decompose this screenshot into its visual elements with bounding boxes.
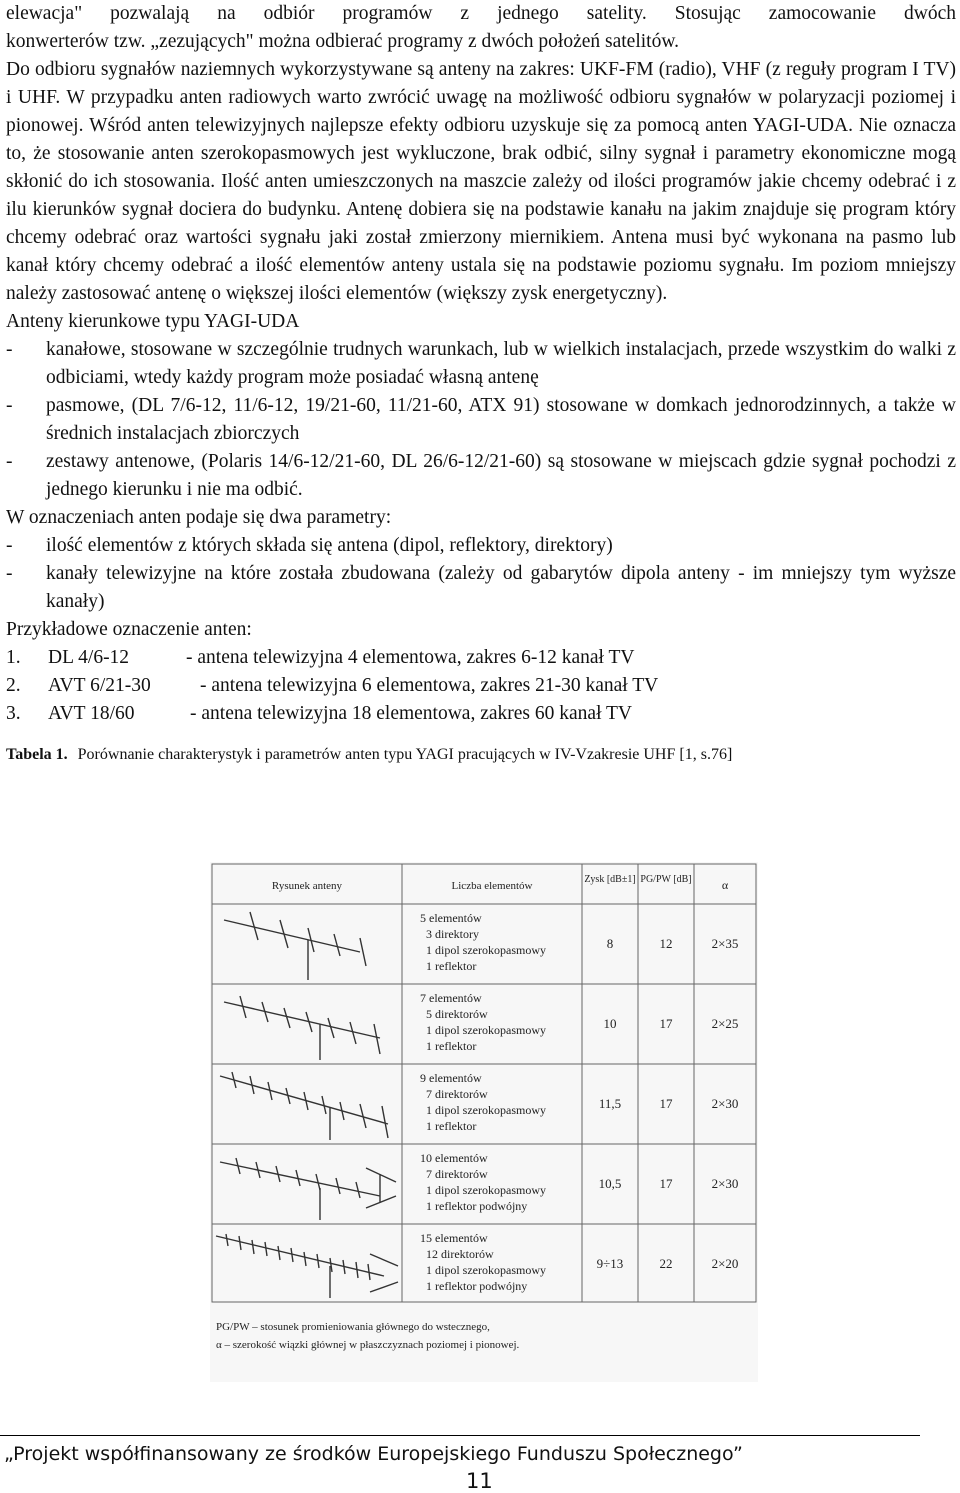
row2-elements-line: 1 reflektor (426, 1039, 477, 1053)
list-dash: - (6, 451, 13, 472)
row3-elements-line: 1 dipol szerokopasmowy (426, 1103, 546, 1117)
row1-alpha: 2×35 (711, 936, 739, 951)
row3-elements-line: 1 reflektor (426, 1119, 477, 1133)
row5-elements-line: 1 dipol szerokopasmowy (426, 1263, 546, 1277)
yagi-heading: Anteny kierunkowe typu YAGI-UDA (6, 311, 300, 332)
list-item (6, 448, 956, 504)
example-number: 3. (6, 703, 21, 724)
row4-gain: 10,5 (598, 1176, 622, 1191)
row5-gain: 9÷13 (596, 1256, 624, 1271)
example-code: AVT 6/21-30 (48, 675, 151, 696)
row4-elements-line: 1 dipol szerokopasmowy (426, 1183, 546, 1197)
document-page (6, 0, 956, 766)
row1-elements-line: 3 direktory (426, 927, 479, 941)
row3-gain: 11,5 (598, 1096, 622, 1111)
page-number: 11 (466, 1469, 493, 1493)
list-dash: - (6, 395, 13, 416)
header-alpha: α (721, 878, 729, 892)
example-desc: - antena telewizyjna 18 elementowa, zakres 60 kanał TV (190, 703, 632, 724)
list-item (6, 336, 956, 392)
row1-elements-line: 1 reflektor (426, 959, 477, 973)
example-desc: - antena telewizyjna 6 elementowa, zakres 21-30 kanał TV (200, 675, 659, 696)
row4-alpha: 2×30 (711, 1176, 739, 1191)
list-item-text: pasmowe, (DL 7/6-12, 11/6-12, 19/21-60, 11/21-60, ATX 91) stosowane w domkach jednorodzinnych, a także w średnich instalacjach zbiorczych (46, 395, 956, 444)
row4-pgpw: 17 (659, 1176, 673, 1191)
row3-pgpw: 17 (659, 1096, 673, 1111)
list-item-text: kanały telewizyjne na które została zbudowana (zależy od gabarytów dipola anteny - im mniejszy tym wyższe kanały) (46, 563, 956, 612)
header-pgpw: PG/PW [dB] (640, 874, 692, 885)
header-elements: Liczba elementów (451, 880, 533, 892)
yagi-types-list (6, 336, 956, 504)
row1-elements-line: 5 elementów (420, 911, 482, 925)
list-item (6, 560, 956, 616)
footer-rule (0, 1435, 920, 1436)
row2-pgpw: 17 (659, 1016, 673, 1031)
list-dash: - (6, 339, 13, 360)
row5-elements-line: 15 elementów (420, 1231, 488, 1245)
row4-elements-line: 7 direktorów (426, 1167, 488, 1181)
table-background (210, 862, 758, 1382)
list-item-text: ilość elementów z których składa się antena (dipol, reflektory, direktory) (46, 535, 613, 556)
row2-gain: 10 (603, 1016, 617, 1031)
antenna-comparison-table (210, 862, 758, 1382)
list-item (6, 392, 956, 448)
list-dash: - (6, 535, 13, 556)
row1-gain: 8 (606, 936, 614, 951)
paragraph-continued (6, 0, 956, 56)
text-line: elewacja" pozwalają na odbiór programów z jednego satelity. Stosując zamocowanie dwóch (6, 3, 956, 24)
list-item-text: kanałowe, stosowane w szczególnie trudnych warunkach, lub w wielkich instalacjach, przede wszystkim do walki z odbiciami, wtedy każdy program może posiadać własną antenę (46, 339, 956, 388)
footer-text: „Projekt współfinansowany ze środków Europejskiego Funduszu Społecznego” (4, 1443, 743, 1465)
example-item (6, 700, 956, 728)
params-list (6, 532, 956, 616)
row3-alpha: 2×30 (711, 1096, 739, 1111)
header-gain: Zysk [dB±1] (584, 874, 636, 885)
list-item (6, 532, 956, 560)
example-number: 1. (6, 647, 21, 668)
paragraph-antennas: Do odbioru sygnałów naziemnych wykorzystywane są anteny na zakres: UKF-FM (radio), VHF (z reguły program I TV) i UHF. W przypadku anten radiowych warto zwrócić uwagę na możliwość odbioru sygnałów w polaryzacji poziomej i pionowej. Wśród anten telewizyjnych najlepsze efekty odbioru uzyskuje się za pomocą anten YAGI-UDA. Nie oznacza to, że stosowanie anten szerokopasmowych jest wykluczone, brak odbić, silny sygnał i parametry ekonomiczne mogą skłonić do ich stosowania. Ilość anten umieszczonych na maszcie zależy od ilości programów jakie chcemy odebrać i z ilu kierunków sygnał dociera do budynku. Antenę dobiera się na podstawie kanału na jakim znajduje się program który chcemy odebrać oraz wartości sygnału jaki został zmierzony miernikiem. Antena musi być wykonana na pasmo lub kanał który chcemy odebrać a ilość elementów anteny ustala się na podstawie poziomu sygnału. Im poziom mniejszy należy zastosować antenę o większej ilości elementów (większy zysk energetyczny). (6, 59, 956, 304)
row3-elements-line: 9 elementów (420, 1071, 482, 1085)
row5-pgpw: 22 (659, 1256, 673, 1271)
examples-heading: Przykładowe oznaczenie anten: (6, 619, 252, 640)
example-code: DL 4/6-12 (48, 647, 130, 668)
example-code: AVT 18/60 (48, 703, 135, 724)
example-item (6, 644, 956, 672)
text-line: konwerterów tzw. „zezujących" można odbierać programy z dwóch położeń satelitów. (6, 31, 680, 52)
row4-elements-line: 1 reflektor podwójny (426, 1199, 528, 1213)
examples-list (6, 644, 956, 728)
list-dash: - (6, 563, 13, 584)
table-note: α – szerokość wiązki głównej w płaszczyznach poziomej i pionowej. (216, 1339, 520, 1351)
example-desc: - antena telewizyjna 4 elementowa, zakres 6-12 kanał TV (186, 647, 635, 668)
row2-elements-line: 5 direktorów (426, 1007, 488, 1021)
header-drawing: Rysunek anteny (271, 880, 343, 892)
row4-elements-line: 10 elementów (420, 1151, 488, 1165)
row3-elements-line: 7 direktorów (426, 1087, 488, 1101)
example-number: 2. (6, 675, 21, 696)
row1-elements-line: 1 dipol szerokopasmowy (426, 943, 546, 957)
caption-text: Porównanie charakterystyk i parametrów anten typu YAGI pracujących w IV-Vzakresie UHF [1, s.76] (77, 746, 733, 763)
table-note: PG/PW – stosunek promieniowania głównego do wstecznego, (216, 1321, 490, 1333)
list-item-text: zestawy antenowe, (Polaris 14/6-12/21-60, DL 26/6-12/21-60) są stosowane w miejscach gdzie sygnał pochodzi z jednego kierunku i nie ma odbić. (46, 451, 956, 500)
row5-elements-line: 1 reflektor podwójny (426, 1279, 528, 1293)
row2-alpha: 2×25 (711, 1016, 739, 1031)
row5-alpha: 2×20 (711, 1256, 739, 1271)
row1-pgpw: 12 (659, 936, 673, 951)
row2-elements-line: 1 dipol szerokopasmowy (426, 1023, 546, 1037)
example-item (6, 672, 956, 700)
caption-label: Tabela 1. (6, 746, 68, 763)
table-caption (6, 744, 956, 766)
row5-elements-line: 12 direktorów (426, 1247, 494, 1261)
params-heading: W oznaczeniach anten podaje się dwa parametry: (6, 507, 392, 528)
row2-elements-line: 7 elementów (420, 991, 482, 1005)
